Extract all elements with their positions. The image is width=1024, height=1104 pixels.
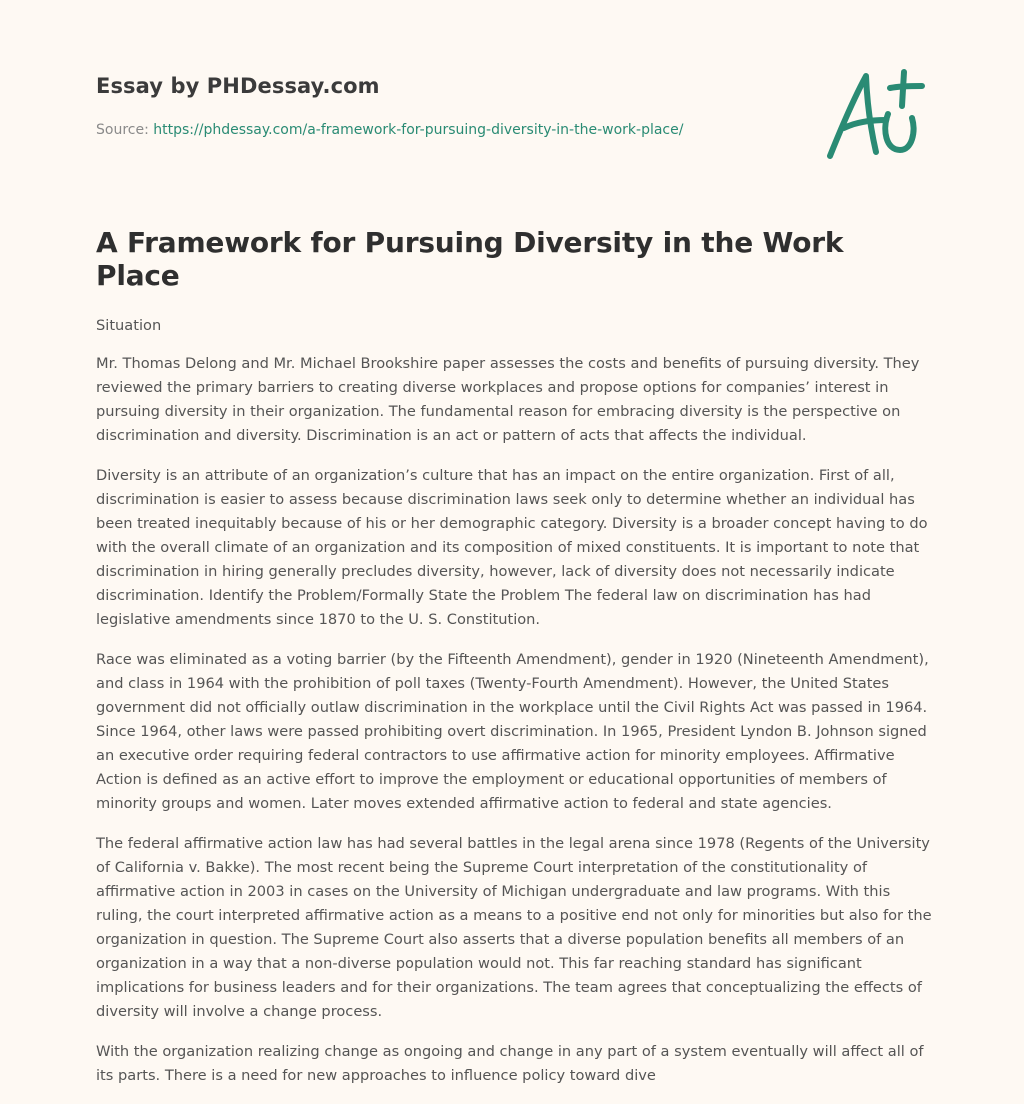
source-label: Source:	[96, 122, 149, 138]
essay-title: A Framework for Pursuing Diversity in the Work Place	[96, 226, 844, 292]
essay-content	[96, 226, 932, 1104]
essay-paragraph-4: The federal affirmative action law has had several battles in the legal arena since 1978 (Regents of the University of California v. Bakke). The most recent being the Supreme Court interpretation of the constitutionality of affirmative action in 2003 in cases on the University of Michigan undergraduate and law programs. With this ruling, the court interpreted affirmative action as a means to a positive end not only for minorities but also for the organization in question. The Supreme Court also asserts that a diverse population benefits all members of an organization in a way that a non-diverse population would not. This far reaching standard has significant implications for business leaders and for their organizations. The team agrees that conceptualizing the effects of diversity will involve a change process.	[96, 835, 932, 1020]
section-label: Situation	[96, 317, 162, 334]
essay-paragraph-2: Diversity is an attribute of an organization’s culture that has an impact on the entire organization. First of all, discrimination is easier to assess because discrimination laws seek only to determine whether an individual has been treated inequitably because of his or her demographic category. Diversity is a broader concept having to do with the overall climate of an organization and its composition of mixed constituents. It is important to note that discrimination in hiring generally precludes diversity, however, lack of diversity does not necessarily indicate discrimination. Identify the Problem/Formally State the Problem The federal law on discrimination has had legislative amendments since 1870 to the U. S. Constitution.	[96, 467, 928, 628]
a-plus-grade-icon	[820, 66, 930, 166]
page-header	[96, 74, 796, 138]
a-plus-logo-svg	[820, 66, 930, 166]
source-line	[96, 122, 796, 138]
essay-paragraph-1: Mr. Thomas Delong and Mr. Michael Brookshire paper assesses the costs and benefits of pursuing diversity. They reviewed the primary barriers to creating diverse workplaces and propose options for companies’ interest in pursuing diversity in their organization. The fundamental reason for embracing diversity is the perspective on discrimination and diversity. Discrimination is an act or pattern of acts that affects the individual.	[96, 355, 920, 444]
site-title: Essay by PHDessay.com	[96, 74, 380, 98]
source-link[interactable]: https://phdessay.com/a-framework-for-pursuing-diversity-in-the-work-place/	[153, 122, 684, 138]
essay-paragraph-5: With the organization realizing change as ongoing and change in any part of a system eventually will affect all of its parts. There is a need for new approaches to influence policy toward dive	[96, 1043, 924, 1084]
essay-paragraph-3: Race was eliminated as a voting barrier (by the Fifteenth Amendment), gender in 1920 (Nineteenth Amendment), and class in 1964 with the prohibition of poll taxes (Twenty-Fourth Amendment). However, the United States government did not officially outlaw discrimination in the workplace until the Civil Rights Act was passed in 1964. Since 1964, other laws were passed prohibiting overt discrimination. In 1965, President Lyndon B. Johnson signed an executive order requiring federal contractors to use affirmative action for minority employees. Affirmative Action is defined as an active effort to improve the employment or educational opportunities of members of minority groups and women. Later moves extended affirmative action to federal and state agencies.	[96, 651, 929, 812]
